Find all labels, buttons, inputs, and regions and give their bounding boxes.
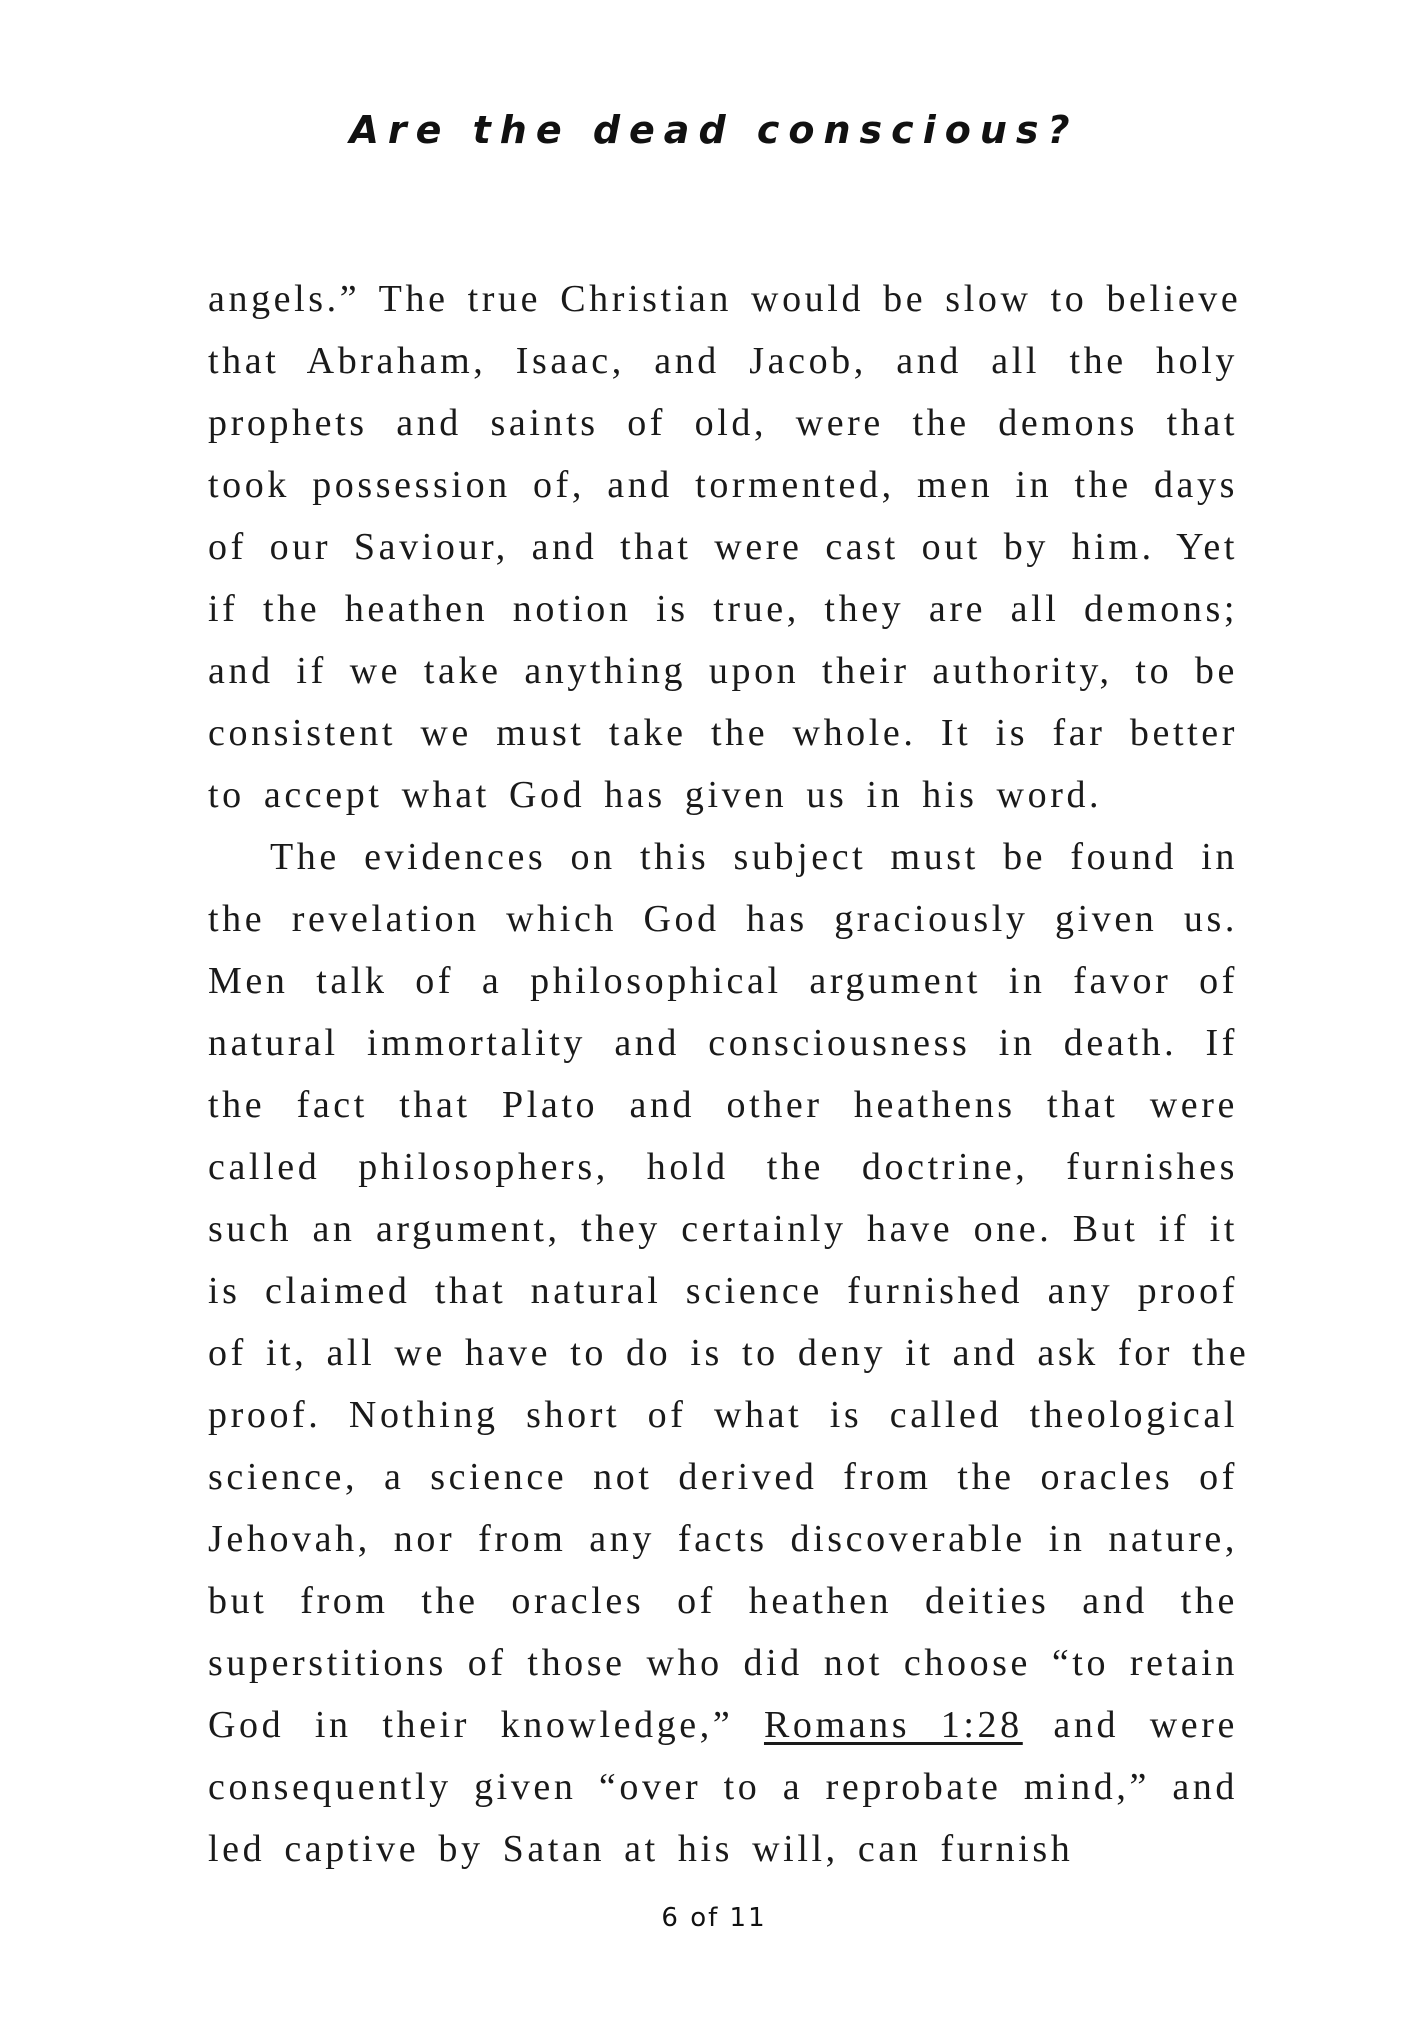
text-line: if the heathen notion is true, they are all demons;	[208, 588, 1238, 630]
text-line: of our Saviour, and that were cast out by him. Yet	[208, 526, 1238, 568]
page-number: 6 of 11	[661, 1903, 767, 1933]
text-line: the fact that Plato and other heathens that were	[208, 1084, 1238, 1126]
text-line: that Abraham, Isaac, and Jacob, and all the holy	[208, 340, 1238, 382]
page-title: Are the dead conscious?	[349, 108, 1079, 152]
text-line: such an argument, they certainly have one. But if it	[208, 1208, 1238, 1250]
body-text	[208, 268, 1250, 1880]
text-line: is claimed that natural science furnished any proof	[208, 1270, 1238, 1312]
text-line: of it, all we have to do is to deny it and ask for the	[208, 1332, 1250, 1374]
text-line: and if we take anything upon their authority, to be	[208, 650, 1238, 692]
text-line: angels.” The true Christian would be slow to believe	[208, 278, 1242, 320]
text-line: to accept what God has given us in his word.	[208, 774, 1103, 816]
text-line: The evidences on this subject must be found in	[270, 836, 1238, 878]
text-line: called philosophers, hold the doctrine, furnishes	[208, 1146, 1238, 1188]
text-line: led captive by Satan at his will, can furnish	[208, 1828, 1074, 1870]
text-line-with-reference	[208, 1694, 1238, 1756]
text-line: but from the oracles of heathen deities and the	[208, 1580, 1238, 1622]
text-line: Jehovah, nor from any facts discoverable in nature,	[208, 1518, 1238, 1560]
romans-reference-link[interactable]: Romans 1:28	[763, 1704, 1023, 1746]
text-line: natural immortality and consciousness in death. If	[208, 1022, 1238, 1064]
text-line: the revelation which God has graciously given us.	[208, 898, 1238, 940]
text-line: superstitions of those who did not choose “to retain	[208, 1642, 1238, 1684]
text-line: consistent we must take the whole. It is far better	[208, 712, 1238, 754]
text-line: consequently given “over to a reprobate mind,” and	[208, 1766, 1238, 1808]
text-line: Men talk of a philosophical argument in favor of	[208, 960, 1238, 1002]
text-fragment: God in their knowledge,”	[208, 1704, 764, 1746]
text-line: proof. Nothing short of what is called theological	[208, 1394, 1238, 1436]
text-line: science, a science not derived from the oracles of	[208, 1456, 1238, 1498]
text-line: took possession of, and tormented, men in the days	[208, 464, 1238, 506]
text-fragment: and were	[1022, 1704, 1238, 1746]
text-line: prophets and saints of old, were the demons that	[208, 402, 1238, 444]
